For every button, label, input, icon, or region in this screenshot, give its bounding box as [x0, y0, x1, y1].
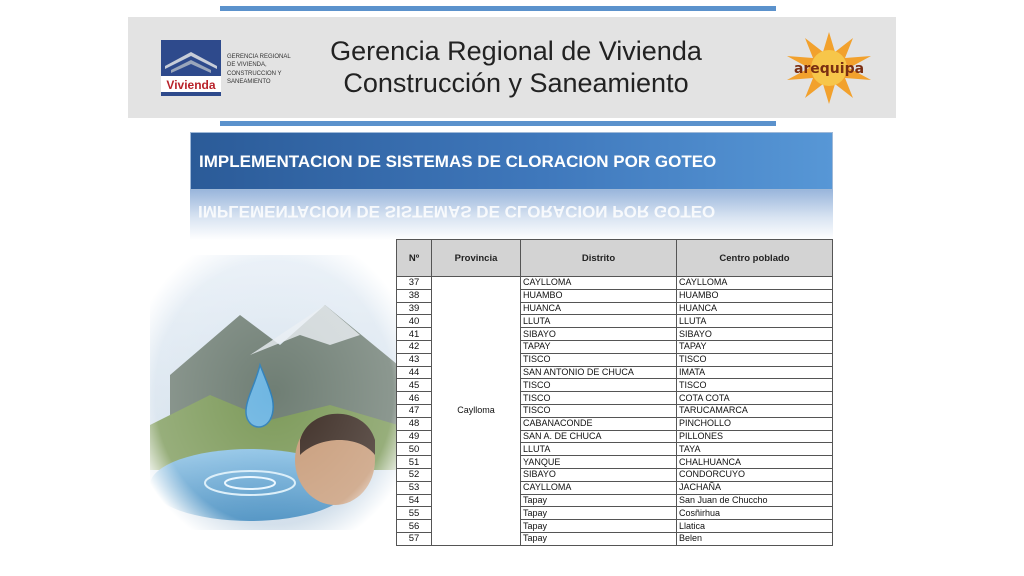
column-header-number: Nº — [397, 240, 432, 277]
svg-text:Vivienda: Vivienda — [166, 78, 216, 92]
row-number-cell: 49 — [397, 430, 432, 443]
distrito-cell: TISCO — [521, 392, 677, 405]
centro-poblado-cell: TAYA — [677, 443, 833, 456]
row-number-cell: 43 — [397, 353, 432, 366]
row-number-cell: 56 — [397, 520, 432, 533]
page-title — [318, 35, 714, 99]
centro-poblado-cell: TISCO — [677, 379, 833, 392]
row-number-cell: 54 — [397, 494, 432, 507]
distrito-cell: HUAMBO — [521, 289, 677, 302]
row-number-cell: 39 — [397, 302, 432, 315]
row-number-cell: 47 — [397, 404, 432, 417]
distrito-cell: LLUTA — [521, 315, 677, 328]
vivienda-logo — [161, 40, 221, 96]
banner-title-reflection: IMPLEMENTACION DE SISTEMAS DE CLORACION POR GOTEO — [198, 202, 716, 221]
distrito-cell: CABANACONDE — [521, 417, 677, 430]
column-header-centro-poblado: Centro poblado — [677, 240, 833, 277]
distrito-cell: TAPAY — [521, 340, 677, 353]
centro-poblado-cell: San Juan de Chuccho — [677, 494, 833, 507]
row-number-cell: 52 — [397, 468, 432, 481]
distrito-cell: Tapay — [521, 507, 677, 520]
distrito-cell: CAYLLOMA — [521, 481, 677, 494]
distrito-cell: Tapay — [521, 532, 677, 545]
centro-poblado-cell: PILLONES — [677, 430, 833, 443]
distrito-cell: SAN ANTONIO DE CHUCA — [521, 366, 677, 379]
distrito-cell: TISCO — [521, 379, 677, 392]
centro-poblado-cell: Belen — [677, 532, 833, 545]
distrito-cell: Tapay — [521, 494, 677, 507]
centro-poblado-cell: HUANCA — [677, 302, 833, 315]
row-number-cell: 46 — [397, 392, 432, 405]
row-number-cell: 50 — [397, 443, 432, 456]
centro-poblado-cell: TARUCAMARCA — [677, 404, 833, 417]
centro-poblado-cell: SIBAYO — [677, 328, 833, 341]
distrito-cell: LLUTA — [521, 443, 677, 456]
row-number-cell: 57 — [397, 532, 432, 545]
top-rule — [220, 6, 776, 11]
centro-poblado-cell: TISCO — [677, 353, 833, 366]
distrito-cell: SIBAYO — [521, 328, 677, 341]
section-banner — [190, 132, 833, 190]
distrito-cell: TISCO — [521, 404, 677, 417]
distrito-cell: HUANCA — [521, 302, 677, 315]
title-line-1: Gerencia Regional de Vivienda — [330, 36, 702, 66]
distrito-cell: SIBAYO — [521, 468, 677, 481]
water-illustration — [150, 255, 398, 530]
centro-poblado-cell: Llatica — [677, 520, 833, 533]
centro-poblado-cell: CHALHUANCA — [677, 456, 833, 469]
centro-poblado-cell: Cosñirhua — [677, 507, 833, 520]
arequipa-logo — [783, 30, 875, 106]
centro-poblado-cell: TAPAY — [677, 340, 833, 353]
row-number-cell: 51 — [397, 456, 432, 469]
distrito-cell: CAYLLOMA — [521, 277, 677, 290]
row-number-cell: 38 — [397, 289, 432, 302]
centro-poblado-cell: PINCHOLLO — [677, 417, 833, 430]
banner-reflection — [190, 190, 833, 240]
row-number-cell: 37 — [397, 277, 432, 290]
row-number-cell: 45 — [397, 379, 432, 392]
centro-poblado-cell: COTA COTA — [677, 392, 833, 405]
bottom-rule — [220, 121, 776, 126]
row-number-cell: 40 — [397, 315, 432, 328]
row-number-cell: 42 — [397, 340, 432, 353]
distrito-cell: TISCO — [521, 353, 677, 366]
header-band — [128, 17, 896, 118]
row-number-cell: 48 — [397, 417, 432, 430]
centro-poblado-cell: JACHAÑA — [677, 481, 833, 494]
table-body — [397, 277, 833, 546]
row-number-cell: 53 — [397, 481, 432, 494]
provincia-cell: Caylloma — [432, 277, 521, 546]
centro-poblado-cell: HUAMBO — [677, 289, 833, 302]
logo-caption: GERENCIA REGIONAL DE VIVIENDA, CONSTRUCCION Y SANEAMIENTO — [227, 54, 291, 86]
centro-poblado-cell: CAYLLOMA — [677, 277, 833, 290]
banner-title: IMPLEMENTACION DE SISTEMAS DE CLORACION POR GOTEO — [199, 152, 717, 171]
column-header-distrito: Distrito — [521, 240, 677, 277]
column-header-provincia: Provincia — [432, 240, 521, 277]
table-row — [397, 277, 833, 290]
row-number-cell: 44 — [397, 366, 432, 379]
table-header-row — [397, 240, 833, 277]
centro-poblado-cell: LLUTA — [677, 315, 833, 328]
row-number-cell: 41 — [397, 328, 432, 341]
data-table — [396, 239, 833, 546]
distrito-cell: YANQUE — [521, 456, 677, 469]
centro-poblado-cell: IMATA — [677, 366, 833, 379]
distrito-cell: SAN A. DE CHUCA — [521, 430, 677, 443]
row-number-cell: 55 — [397, 507, 432, 520]
svg-text:arequipa: arequipa — [793, 61, 865, 77]
centro-poblado-cell: CONDORCUYO — [677, 468, 833, 481]
title-line-2: Construcción y Saneamiento — [343, 68, 689, 98]
distrito-cell: Tapay — [521, 520, 677, 533]
